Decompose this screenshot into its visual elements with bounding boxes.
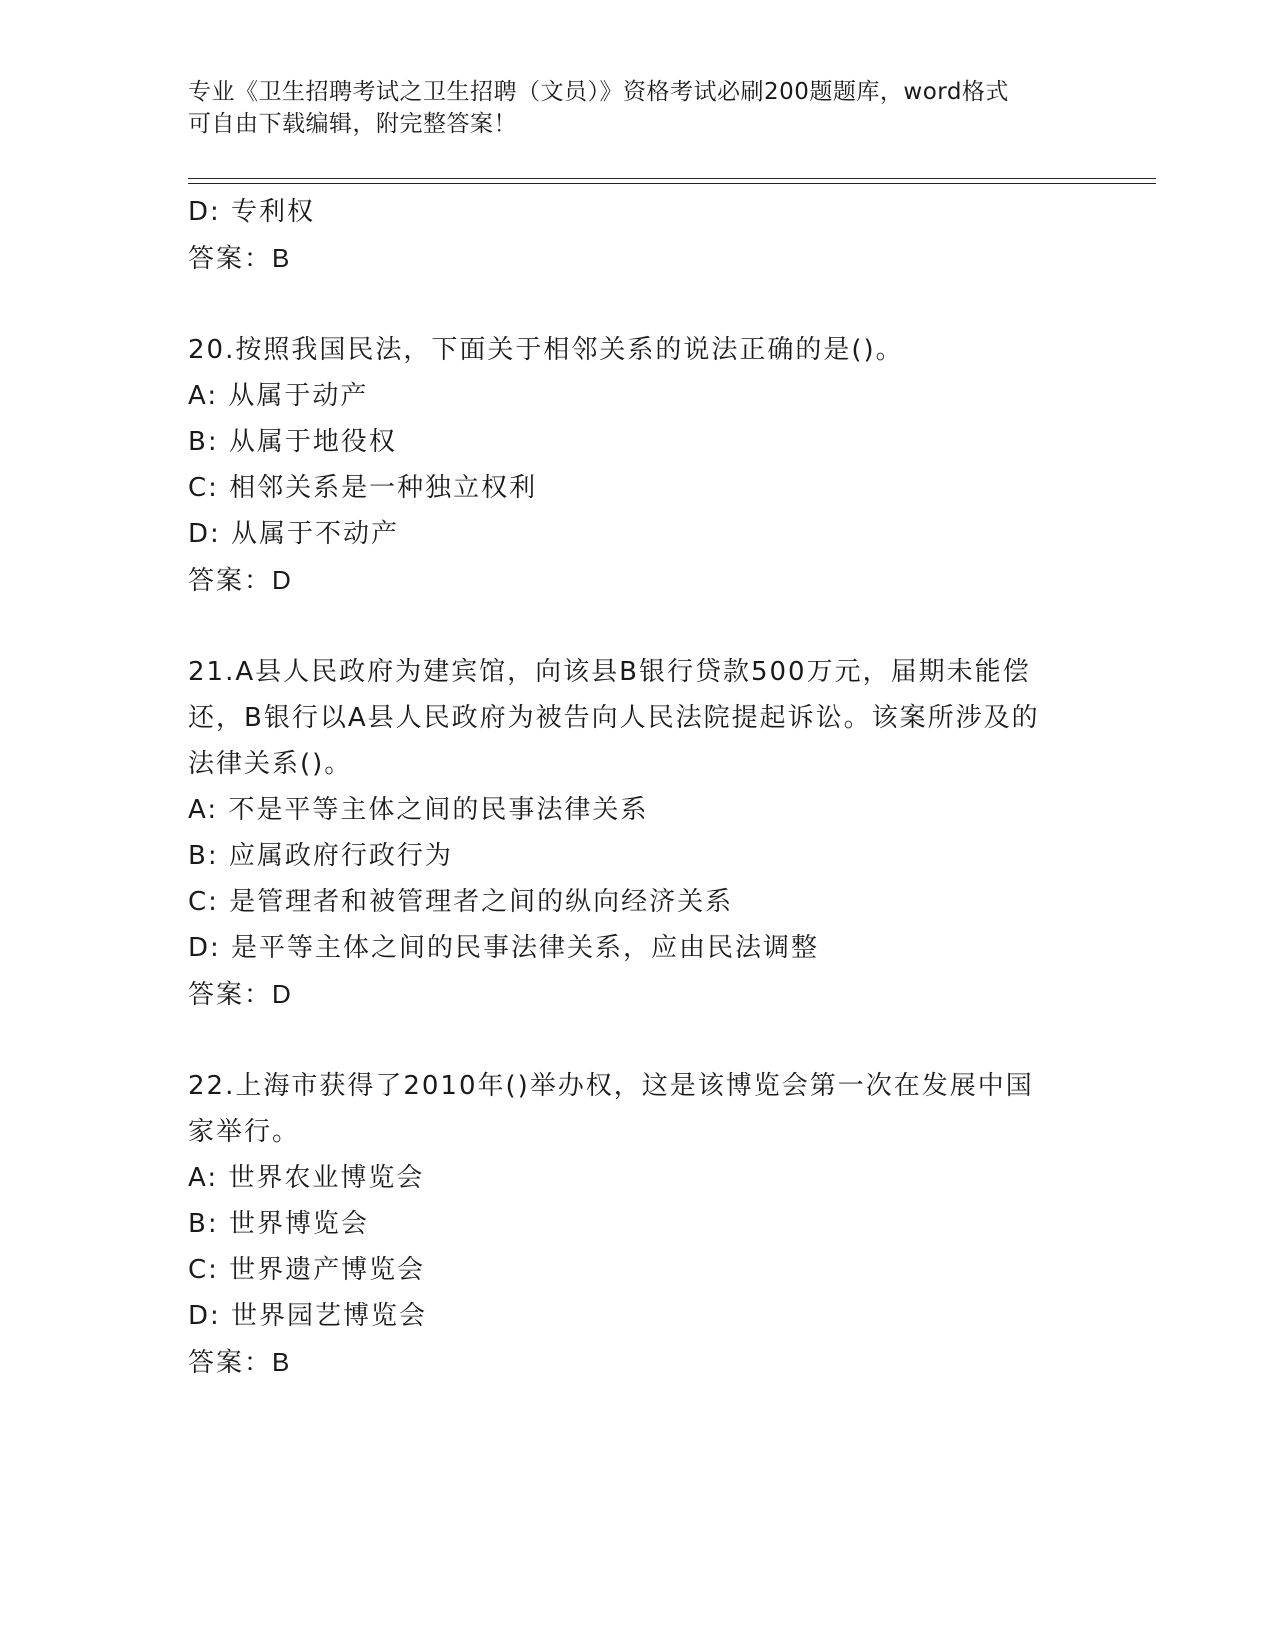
page-header: [188, 76, 1088, 140]
question-21: [188, 649, 1088, 1017]
header-title-line-2: 可自由下载编辑，附完整答案！: [188, 111, 517, 137]
spacer: [188, 1017, 1088, 1063]
option-d: D: 从属于不动产: [188, 519, 400, 549]
answer-line: 答案：D: [188, 565, 293, 595]
option-d: D: 是平等主体之间的民事法律关系，应由民法调整: [188, 933, 820, 963]
header-divider-bottom: [188, 183, 1156, 184]
option-c: C: 世界遗产博览会: [188, 1255, 426, 1285]
question-content: [188, 189, 1088, 1385]
option-b: B: 世界博览会: [188, 1209, 369, 1239]
option-a: A: 世界农业博览会: [188, 1163, 425, 1193]
header-divider-top: [188, 178, 1156, 179]
answer-line: 答案：D: [188, 979, 293, 1009]
question-stem-line-1: 21.A县人民政府为建宾馆，向该县B银行贷款500万元，届期未能偿: [188, 657, 1031, 687]
option-d: D: 世界园艺博览会: [188, 1301, 428, 1331]
question-22: [188, 1063, 1088, 1385]
option-b: B: 从属于地役权: [188, 427, 397, 457]
option-b: B: 应属政府行政行为: [188, 841, 453, 871]
option-a: A: 不是平等主体之间的民事法律关系: [188, 795, 649, 825]
question-20: [188, 327, 1088, 603]
answer-line: 答案：B: [188, 1347, 292, 1377]
question-stem-line-2: 家举行。: [188, 1117, 301, 1147]
option-c: C: 相邻关系是一种独立权利: [188, 473, 538, 503]
option-c: C: 是管理者和被管理者之间的纵向经济关系: [188, 887, 734, 917]
question-stem: 20.按照我国民法，下面关于相邻关系的说法正确的是()。: [188, 335, 904, 365]
spacer: [188, 281, 1088, 327]
question-stem-line-3: 法律关系()。: [188, 749, 353, 779]
question-stem-line-1: 22.上海市获得了2010年()举办权，这是该博览会第一次在发展中国: [188, 1071, 1034, 1101]
option-d: D: 专利权: [188, 197, 316, 227]
option-a: A: 从属于动产: [188, 381, 369, 411]
spacer: [188, 603, 1088, 649]
question-stem-line-2: 还，B银行以A县人民政府为被告向人民法院提起诉讼。该案所涉及的: [188, 703, 1040, 733]
answer-line: 答案：B: [188, 243, 292, 273]
header-title-line-1: 专业《卫生招聘考试之卫生招聘（文员）》资格考试必刷200题题库，word格式: [188, 79, 1009, 105]
